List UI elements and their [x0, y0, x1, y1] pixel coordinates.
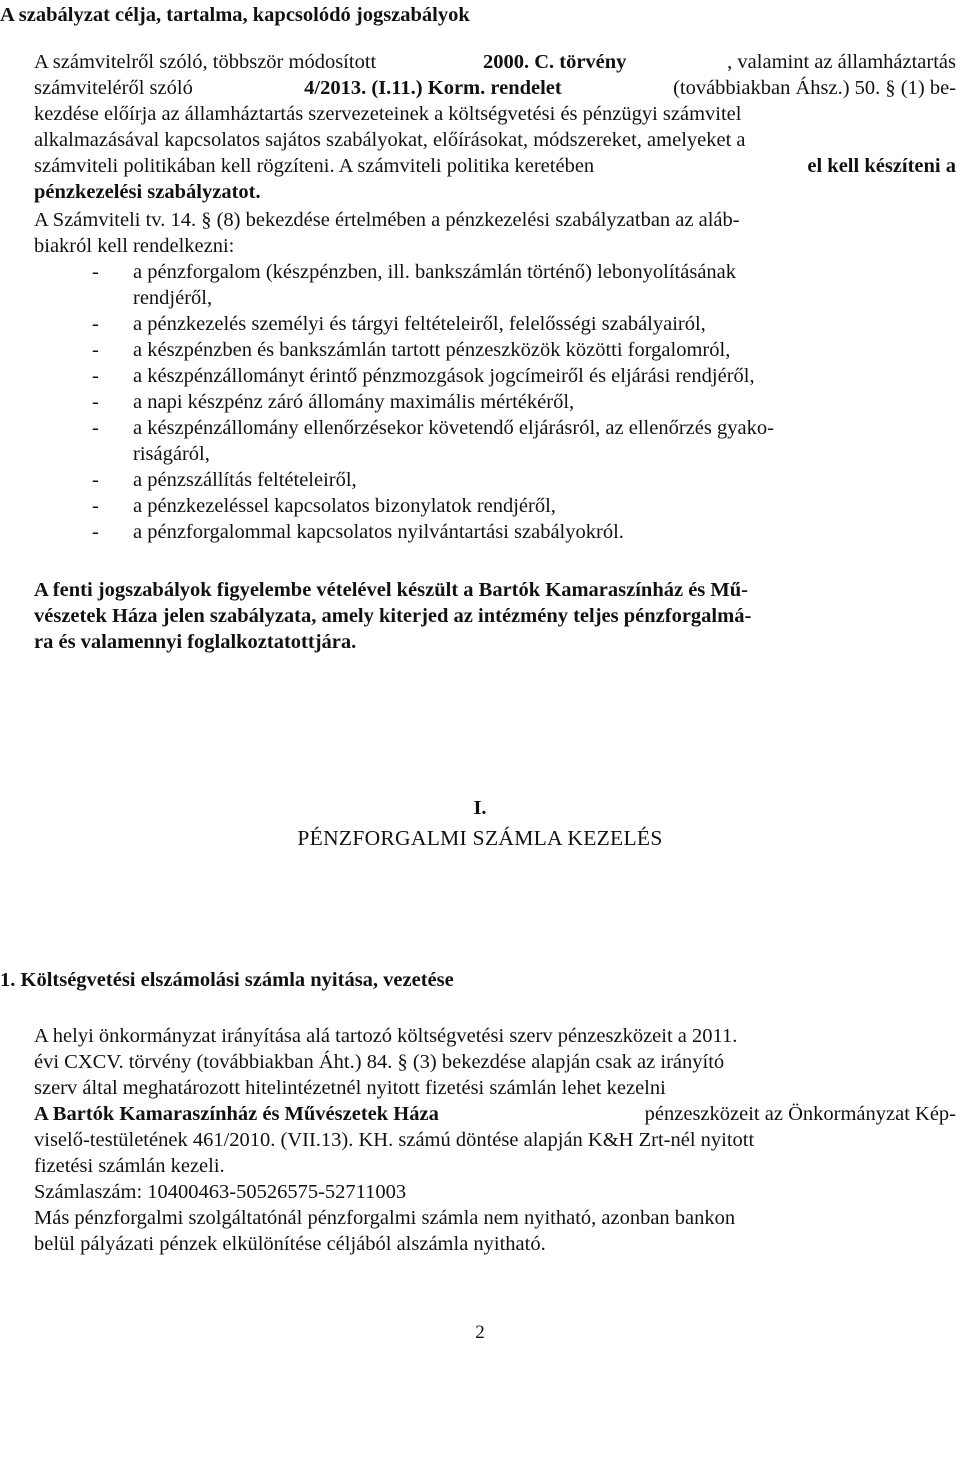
statement-line-1: A fenti jogszabályok figyelembe vételével készült a Bartók Kamaraszínház és Mű-: [34, 579, 748, 601]
list-item: a pénzszállítás feltételeiről,: [133, 469, 357, 491]
subsection-line-2: évi CXCV. törvény (továbbiakban Áht.) 84. § (3) bekezdése alapján csak az irányító: [34, 1051, 725, 1073]
subsection-line-6: fizetési számlán kezeli.: [34, 1155, 225, 1177]
list-item: a készpénzben és bankszámlán tartott pénzeszközök közötti forgalomról,: [133, 339, 731, 361]
list-item-dash: -: [92, 521, 99, 543]
list-item: a pénzforgalommal kapcsolatos nyilvántartási szabályokról.: [133, 521, 624, 543]
chapter-number: I.: [473, 797, 487, 819]
chapter-title: PÉNZFORGALMI SZÁMLA KEZELÉS: [297, 826, 663, 850]
list-item: a készpénzállomány ellenőrzésekor követendő eljárásról, az ellenőrzés gyako-: [133, 417, 774, 439]
subsection-line-9: belül pályázati pénzek elkülönítése céljából alszámla nyitható.: [34, 1233, 546, 1255]
list-item-dash: -: [92, 313, 99, 335]
list-item-dash: -: [92, 391, 99, 413]
list-item: a napi készpénz záró állomány maximális mértékéről,: [133, 391, 575, 413]
section-title: A szabályzat célja, tartalma, kapcsolódó jogszabályok: [0, 4, 470, 26]
list-item: a pénzkezelés személyi és tárgyi feltételeiről, felelősségi szabályairól,: [133, 313, 706, 335]
intro-line-3: kezdése előírja az államháztartás szervezeteinek a költségvetési és pénzügyi számvitel: [34, 103, 742, 125]
list-item-dash: -: [92, 469, 99, 491]
list-item-dash: -: [92, 261, 99, 283]
subsection-line-8: Más pénzforgalmi szolgáltatónál pénzforgalmi számla nem nyitható, azonban bankon: [34, 1207, 736, 1229]
subsection-line-3: szerv által meghatározott hitelintézetnél nyitott fizetési számlán lehet kezelni: [34, 1077, 666, 1099]
intro-line-5: számviteli politikában kell rögzíteni. A számviteli politika keretében el kell készíteni a: [34, 155, 956, 177]
intro-line-2: számviteléről szóló 4/2013. (I.11.) Korm. rendelet (továbbiakban Áhsz.) 50. § (1) be-: [34, 77, 956, 99]
subsection-line-1: A helyi önkormányzat irányítása alá tartozó költségvetési szerv pénzeszközeit a 2011.: [34, 1025, 738, 1047]
statement-line-3: ra és valamennyi foglalkoztatottjára.: [34, 631, 357, 653]
intro-line-1: A számvitelről szóló, többször módosított 2000. C. törvény , valamint az államháztartás: [34, 51, 956, 73]
list-item: a készpénzállományt érintő pénzmozgások jogcímeiről és eljárási rendjéről,: [133, 365, 755, 387]
intro-line-7: A Számviteli tv. 14. § (8) bekezdése értelmében a pénzkezelési szabályzatban az aláb-: [34, 209, 740, 231]
list-item-dash: -: [92, 365, 99, 387]
list-item-dash: -: [92, 495, 99, 517]
intro-line-8: biakról kell rendelkezni:: [34, 235, 235, 257]
list-item-continuation: rendjéről,: [133, 287, 213, 309]
intro-line-4: alkalmazásával kapcsolatos sajátos szabályokat, előírásokat, módszereket, amelyeket a: [34, 129, 746, 151]
subsection-line-5: viselő-testületének 461/2010. (VII.13). KH. számú döntése alapján K&H Zrt-nél nyitott: [34, 1129, 755, 1151]
account-number: Számlaszám: 10400463-50526575-52711003: [34, 1181, 407, 1203]
intro-line-6: pénzkezelési szabályzatot.: [34, 181, 261, 203]
page-number: 2: [475, 1322, 485, 1343]
list-item-dash: -: [92, 417, 99, 439]
list-item-continuation: riságáról,: [133, 443, 210, 465]
list-item: a pénzkezeléssel kapcsolatos bizonylatok rendjéről,: [133, 495, 556, 517]
list-item-dash: -: [92, 339, 99, 361]
subsection-line-4: A Bartók Kamaraszínház és Művészetek Háza pénzeszközeit az Önkormányzat Kép-: [34, 1103, 956, 1125]
statement-line-2: vészetek Háza jelen szabályzata, amely kiterjed az intézmény teljes pénzforgalmá-: [34, 605, 752, 627]
subsection-title: 1. Költségvetési elszámolási számla nyitása, vezetése: [0, 969, 454, 991]
list-item: a pénzforgalom (készpénzben, ill. bankszámlán történő) lebonyolításának: [133, 261, 737, 283]
